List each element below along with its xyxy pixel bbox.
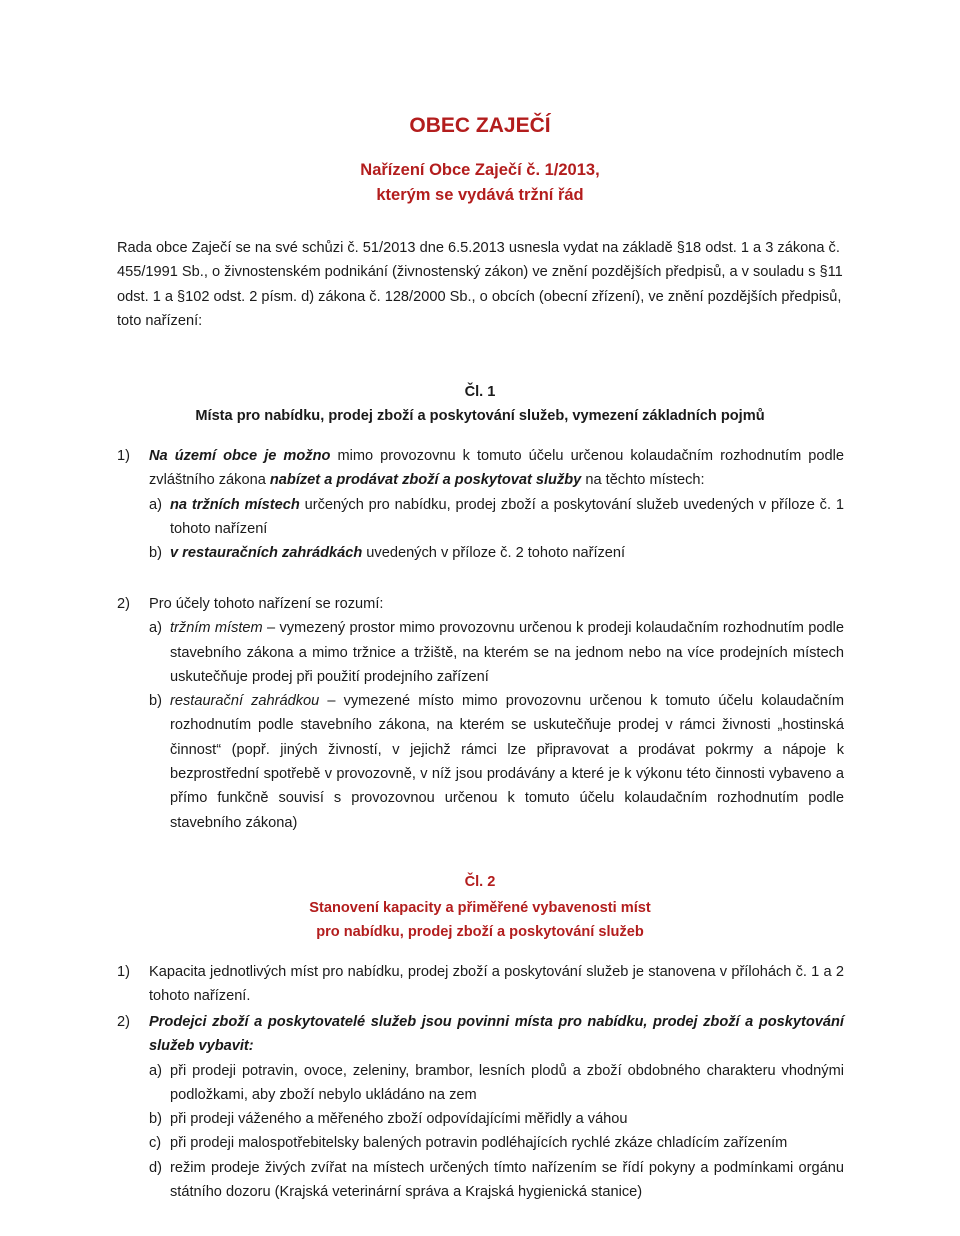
list-label: c) [149, 1135, 162, 1152]
emphasis-text: tržním místem [170, 620, 263, 637]
list-item [149, 541, 844, 565]
list-label: a) [149, 1062, 162, 1079]
document-subtitle [0, 158, 960, 208]
list-item [149, 493, 844, 542]
list-label: b) [149, 545, 162, 562]
paragraph-text: Kapacita jednotlivých míst pro nabídku, prodej zboží a poskytování služeb je stanovena v přílohách č. 1 a 2 tohoto nařízení. [149, 964, 844, 1005]
list-item [149, 1131, 844, 1155]
plain-text: uvedených v příloze č. 2 tohoto nařízení [362, 545, 626, 562]
plain-text: určených pro nabídku, prodej zboží a poskytování služeb uvedených v příloze č. 1 tohoto nařízení [170, 496, 844, 537]
paragraph-text: Pro účely tohoto nařízení se rozumí: [149, 596, 384, 612]
plain-text: – vymezené místo mimo provozovnu určenou k tomuto účelu kolaudačním rozhodnutím podle stavebního zákona, na kterém se uskutečňuje prodej v rámci živnosti „hostinská činnost“ (popř. jiných živností, v jejichž rámci lze připravovat a prodávat pokrmy a nápoje k bezprostřední spotřebě v provozovně, v níž jsou prodávány a které je k výkonu této činnosti vybaveno a přímo funkčně souvisí s provozovnou určenou k tomuto účelu kolaudačním rozhodnutím podle stavebního zákona) [170, 693, 844, 831]
article-1-heading: Místa pro nabídku, prodej zboží a poskytování služeb, vymezení základních pojmů [195, 408, 765, 424]
intro-paragraph: Rada obce Zaječí se na své schůzi č. 51/2013 dne 6.5.2013 usnesla vydat na základě §18 odst. 1 a 3 zákona č. 455/1991 Sb., o živnostenském podnikání (živnostenský zákon) ve znění pozdějších předpisů, a v souladu s §11 odst. 1 a §102 odst. 2 písm. d) zákona č. 128/2000 Sb., o obcích (obecní zřízení), ve znění pozdějších předpisů, toto nařízení: [117, 240, 843, 329]
list-item [149, 616, 844, 689]
plain-text: při prodeji potravin, ovoce, zeleniny, brambor, lesních plodů a zboží obdobného charakteru vhodnými podložkami, aby zboží nebylo ukládáno na zem [170, 1062, 844, 1103]
emphasis-text: Na území obce je možno [149, 448, 331, 464]
list-item [149, 1059, 844, 1108]
plain-text: na těchto místech: [581, 472, 705, 489]
paragraph-text: Prodejci zboží a poskytovatelé služeb jsou povinni místa pro nabídku, prodej zboží a poskytování služeb vybavit: [149, 1014, 844, 1055]
list-item [149, 1107, 844, 1131]
list-label: a) [149, 496, 162, 513]
article-2-heading [0, 896, 960, 945]
article-2-paragraph-2 [117, 1010, 844, 1204]
plain-text: při prodeji váženého a měřeného zboží odpovídajícími měřidly a váhou [170, 1111, 628, 1128]
list-label: b) [149, 1111, 162, 1128]
emphasis-text: na tržních místech [170, 496, 300, 513]
article-2-heading-line-2: pro nabídku, prodej zboží a poskytování služeb [316, 924, 644, 941]
article-2-paragraph-1 [117, 960, 844, 1009]
article-1-paragraph-2 [117, 592, 844, 835]
article-1-number: Čl. 1 [464, 384, 496, 400]
plain-text: při prodeji malospotřebitelsky balených potravin podléhajících rychlé zkáze chladícím zařízením [170, 1135, 788, 1152]
plain-text: mimo provozovnu k tomuto účelu určenou kolaudačním rozhodnutím podle zvláštního zákona [149, 448, 844, 489]
list-label: d) [149, 1159, 162, 1176]
emphasis-text: v restauračních zahrádkách [170, 545, 363, 562]
paragraph-number: 2) [117, 596, 130, 612]
subtitle-line-2: kterým se vydává tržní řád [376, 186, 584, 204]
paragraph-number: 2) [117, 1014, 130, 1030]
paragraph-number: 1) [117, 448, 130, 464]
list-item [149, 1156, 844, 1205]
subtitle-line-1: Nařízení Obce Zaječí č. 1/2013, [360, 161, 600, 179]
list-item [149, 689, 844, 835]
plain-text: režim prodeje živých zvířat na místech určených tímto nařízením se řídí pokyny a podmínkami orgánu státního dozoru (Krajská veterinární správa a Krajská hygienická stanice) [170, 1159, 844, 1201]
paragraph-text [149, 444, 844, 493]
list-label: b) [149, 693, 162, 710]
paragraph-number: 1) [117, 964, 130, 980]
article-2-number: Čl. 2 [464, 874, 496, 890]
document-title: OBEC ZAJEČÍ [409, 114, 551, 137]
emphasis-text: nabízet a prodávat zboží a poskytovat služby [269, 472, 582, 489]
plain-text: – vymezený prostor mimo provozovnu určenou k prodeji kolaudačním rozhodnutím podle stavebního zákona a mimo tržnice a tržiště, na kterém se na jednom nebo na více prodejních místech uskutečňuje prodej při použití prodejního zařízení [170, 620, 844, 685]
article-1-paragraph-1 [117, 444, 844, 565]
article-2-heading-line-1: Stanovení kapacity a přiměřené vybavenosti míst [309, 900, 651, 916]
emphasis-text: restaurační zahrádkou [170, 693, 320, 710]
list-label: a) [149, 620, 162, 637]
